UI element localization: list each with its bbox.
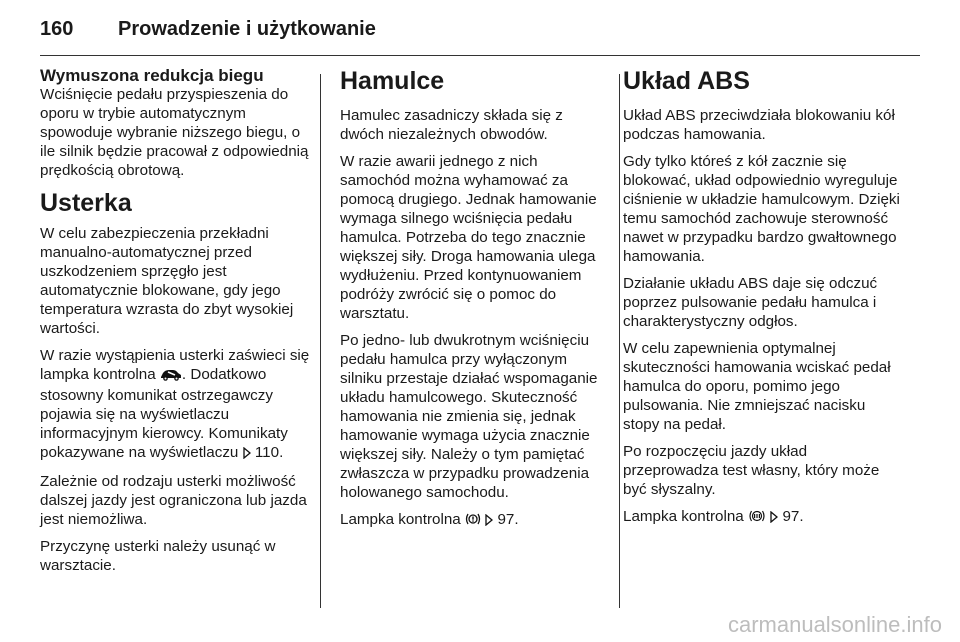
paragraph: Lampka kontrolna 97. xyxy=(623,507,903,528)
ref-arrow-icon xyxy=(770,509,778,528)
page-header xyxy=(40,18,920,58)
column-right xyxy=(623,66,903,536)
paragraph: Po jedno- lub dwukrotnym wciśnięciu pedału hamulca przy wyłączonym silniku przestaje działać wspomaganie układu hamulcowego. Skuteczność hamowania nie zmienia się, jednak hamowanie wymaga użycia znacznie większej siły. Należy o tym pamiętać zwłaszcza w przypadku prowadzenia holowanego samochodu. xyxy=(340,332,598,501)
paragraph: Po rozpoczęciu jazdy układ przeprowadza test własny, który może być słyszalny. xyxy=(623,443,880,498)
paragraph: Gdy tylko któreś z kół zacznie się blokować, układ odpowiednio wyreguluje ciśnienie w układzie hamulcowym. Dzięki temu samochód zachowuje sterowność nawet w przypadku bardzo gwałtownego hamowania. xyxy=(623,153,900,265)
page-number: 160 xyxy=(40,18,74,40)
car-wrench-icon xyxy=(160,367,182,386)
abs-icon xyxy=(748,509,766,528)
brake-icon xyxy=(465,512,481,531)
paragraph: W razie wystąpienia usterki zaświeci się lampka kontrolna . Dodatkowo stosowny komunikat ostrzegawczy pojawia się na wyświetlaczu informacyjnym kierowcy. Komunikaty pokazywane na wyświetlaczu 110. xyxy=(40,346,312,464)
page-reference[interactable]: 97. xyxy=(497,511,519,528)
paragraph: W razie awarii jednego z nich samochód można wyhamować za pomocą drugiego. Jednak hamowanie wymaga silnego wciśnięcia pedału hamulca. Potrzeba do tego znacznie większej siły. Droga hamowania ulega wydłużeniu. Przed kontynuowaniem podróży zwrócić się o pomoc do warsztatu. xyxy=(340,153,597,322)
page-title: Prowadzenie i użytkowanie xyxy=(118,18,376,40)
ref-arrow-icon xyxy=(485,512,493,531)
watermark: carmanualsonline.info xyxy=(727,612,942,637)
page-reference[interactable]: 110. xyxy=(254,444,284,461)
ref-arrow-icon xyxy=(243,445,251,464)
column-middle xyxy=(340,66,604,539)
paragraph: Działanie układu ABS daje się odczuć poprzez pulsowanie pedału hamulca i charakterystyczny odgłos. xyxy=(623,275,878,330)
column-divider xyxy=(619,74,620,608)
section-heading: Hamulce xyxy=(340,67,445,95)
header-rule xyxy=(40,55,920,56)
section-subhead: Wymuszona redukcja biegu xyxy=(40,66,264,85)
paragraph: Zależnie od rodzaju usterki możliwość dalszej jazdy jest ograniczona lub jazda jest niemożliwa. xyxy=(40,473,307,528)
column-divider xyxy=(320,74,321,608)
section-heading: Usterka xyxy=(40,189,132,217)
paragraph: W celu zabezpieczenia przekładni manualno-automatycznej przed uszkodzeniem sprzęgło jest automatycznie blokowane, gdy jego temperatura wzrasta do zbyt wysokiej wartości. xyxy=(40,225,294,337)
paragraph: Układ ABS przeciwdziała blokowaniu kół podczas hamowania. xyxy=(623,107,895,143)
page-reference[interactable]: 97. xyxy=(782,508,804,525)
paragraph: Przyczynę usterki należy usunąć w warsztacie. xyxy=(40,538,276,574)
paragraph: Lampka kontrolna 97. xyxy=(340,510,604,531)
section-heading: Układ ABS xyxy=(623,67,750,95)
paragraph: Wciśnięcie pedału przyspieszenia do oporu w trybie automatycznym spowoduje wybranie niższego biegu, o ile silnik będzie pracował z odpowiednią prędkością obrotową. xyxy=(40,86,309,179)
paragraph: W celu zapewnienia optymalnej skuteczności hamowania wciskać pedał hamulca do oporu, pomimo jego pulsowania. Nie zmniejszać nacisku stopy na pedał. xyxy=(623,340,891,433)
column-left xyxy=(40,66,312,583)
paragraph: Hamulec zasadniczy składa się z dwóch niezależnych obwodów. xyxy=(340,107,563,143)
